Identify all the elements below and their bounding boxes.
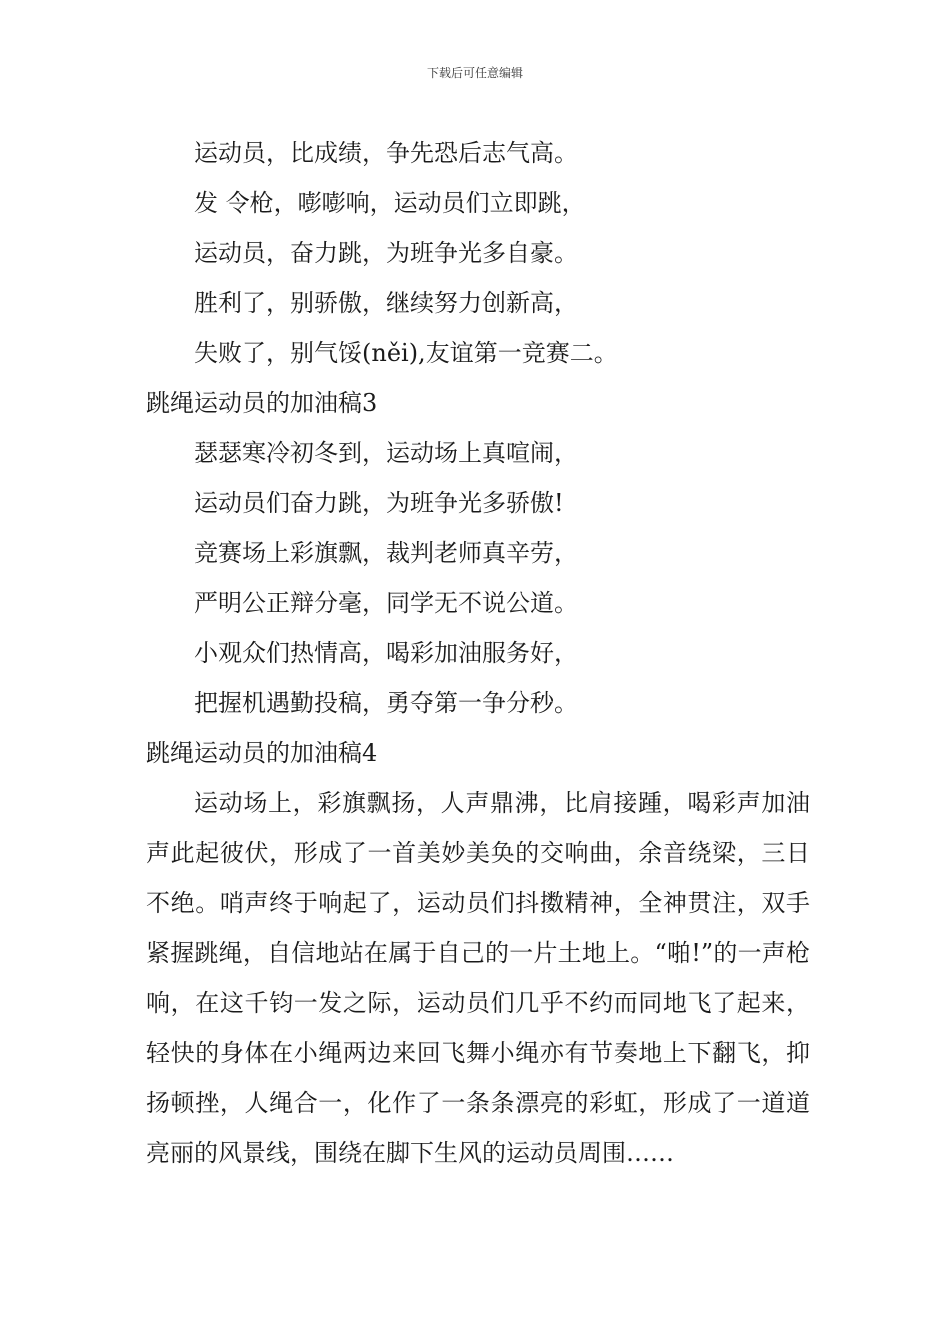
poem-line: 严明公正辩分毫，同学无不说公道。 [194,589,578,617]
poem-line: 把握机遇勤投稿，勇夺第一争分秒。 [194,689,578,717]
section-heading-4: 跳绳运动员的加油稿4 [146,739,378,767]
poem-line: 竞赛场上彩旗飘，裁判老师真辛劳， [194,539,578,567]
poem-line: 运动员，奋力跳，为班争光多自豪。 [194,239,578,267]
poem-line: 胜利了，别骄傲，继续努力创新高， [194,289,578,317]
prose-paragraph: 运动场上，彩旗飘扬，人声鼎沸，比肩接踵，喝彩声加油声此起彼伏，形成了一首美妙美奂的交响曲，余音绕梁，三日不绝。哨声终于响起了，运动员们抖擞精神，全神贯注，双手紧握跳绳，自信地站在属于自己的一片土地上。“啪!”的一声枪响，在这千钧一发之际，运动员们几乎不约而同地飞了起来，轻快的身体在小绳两边来回飞舞小绳亦有节奏地上下翻飞，抑扬顿挫，人绳合一，化作了一条条漂亮的彩虹，形成了一道道亮丽的风景线，围绕在脚下生风的运动员周围…… [146,789,810,1167]
poem-line: 运动员，比成绩，争先恐后志气高。 [194,139,578,167]
section-heading-3: 跳绳运动员的加油稿3 [146,389,378,417]
poem-line: 小观众们热情高，喝彩加油服务好， [194,639,578,667]
document-body [146,128,810,1178]
poem-line: 瑟瑟寒冷初冬到，运动场上真喧闹， [194,439,578,467]
poem-line: 运动员们奋力跳，为班争光多骄傲! [194,489,564,517]
page-header-note: 下载后可任意编辑 [426,66,523,80]
poem-line: 失败了，别气馁(něi),友谊第一竞赛二。 [194,339,618,367]
poem-line: 发 令枪，嘭嘭响，运动员们立即跳， [194,189,586,217]
